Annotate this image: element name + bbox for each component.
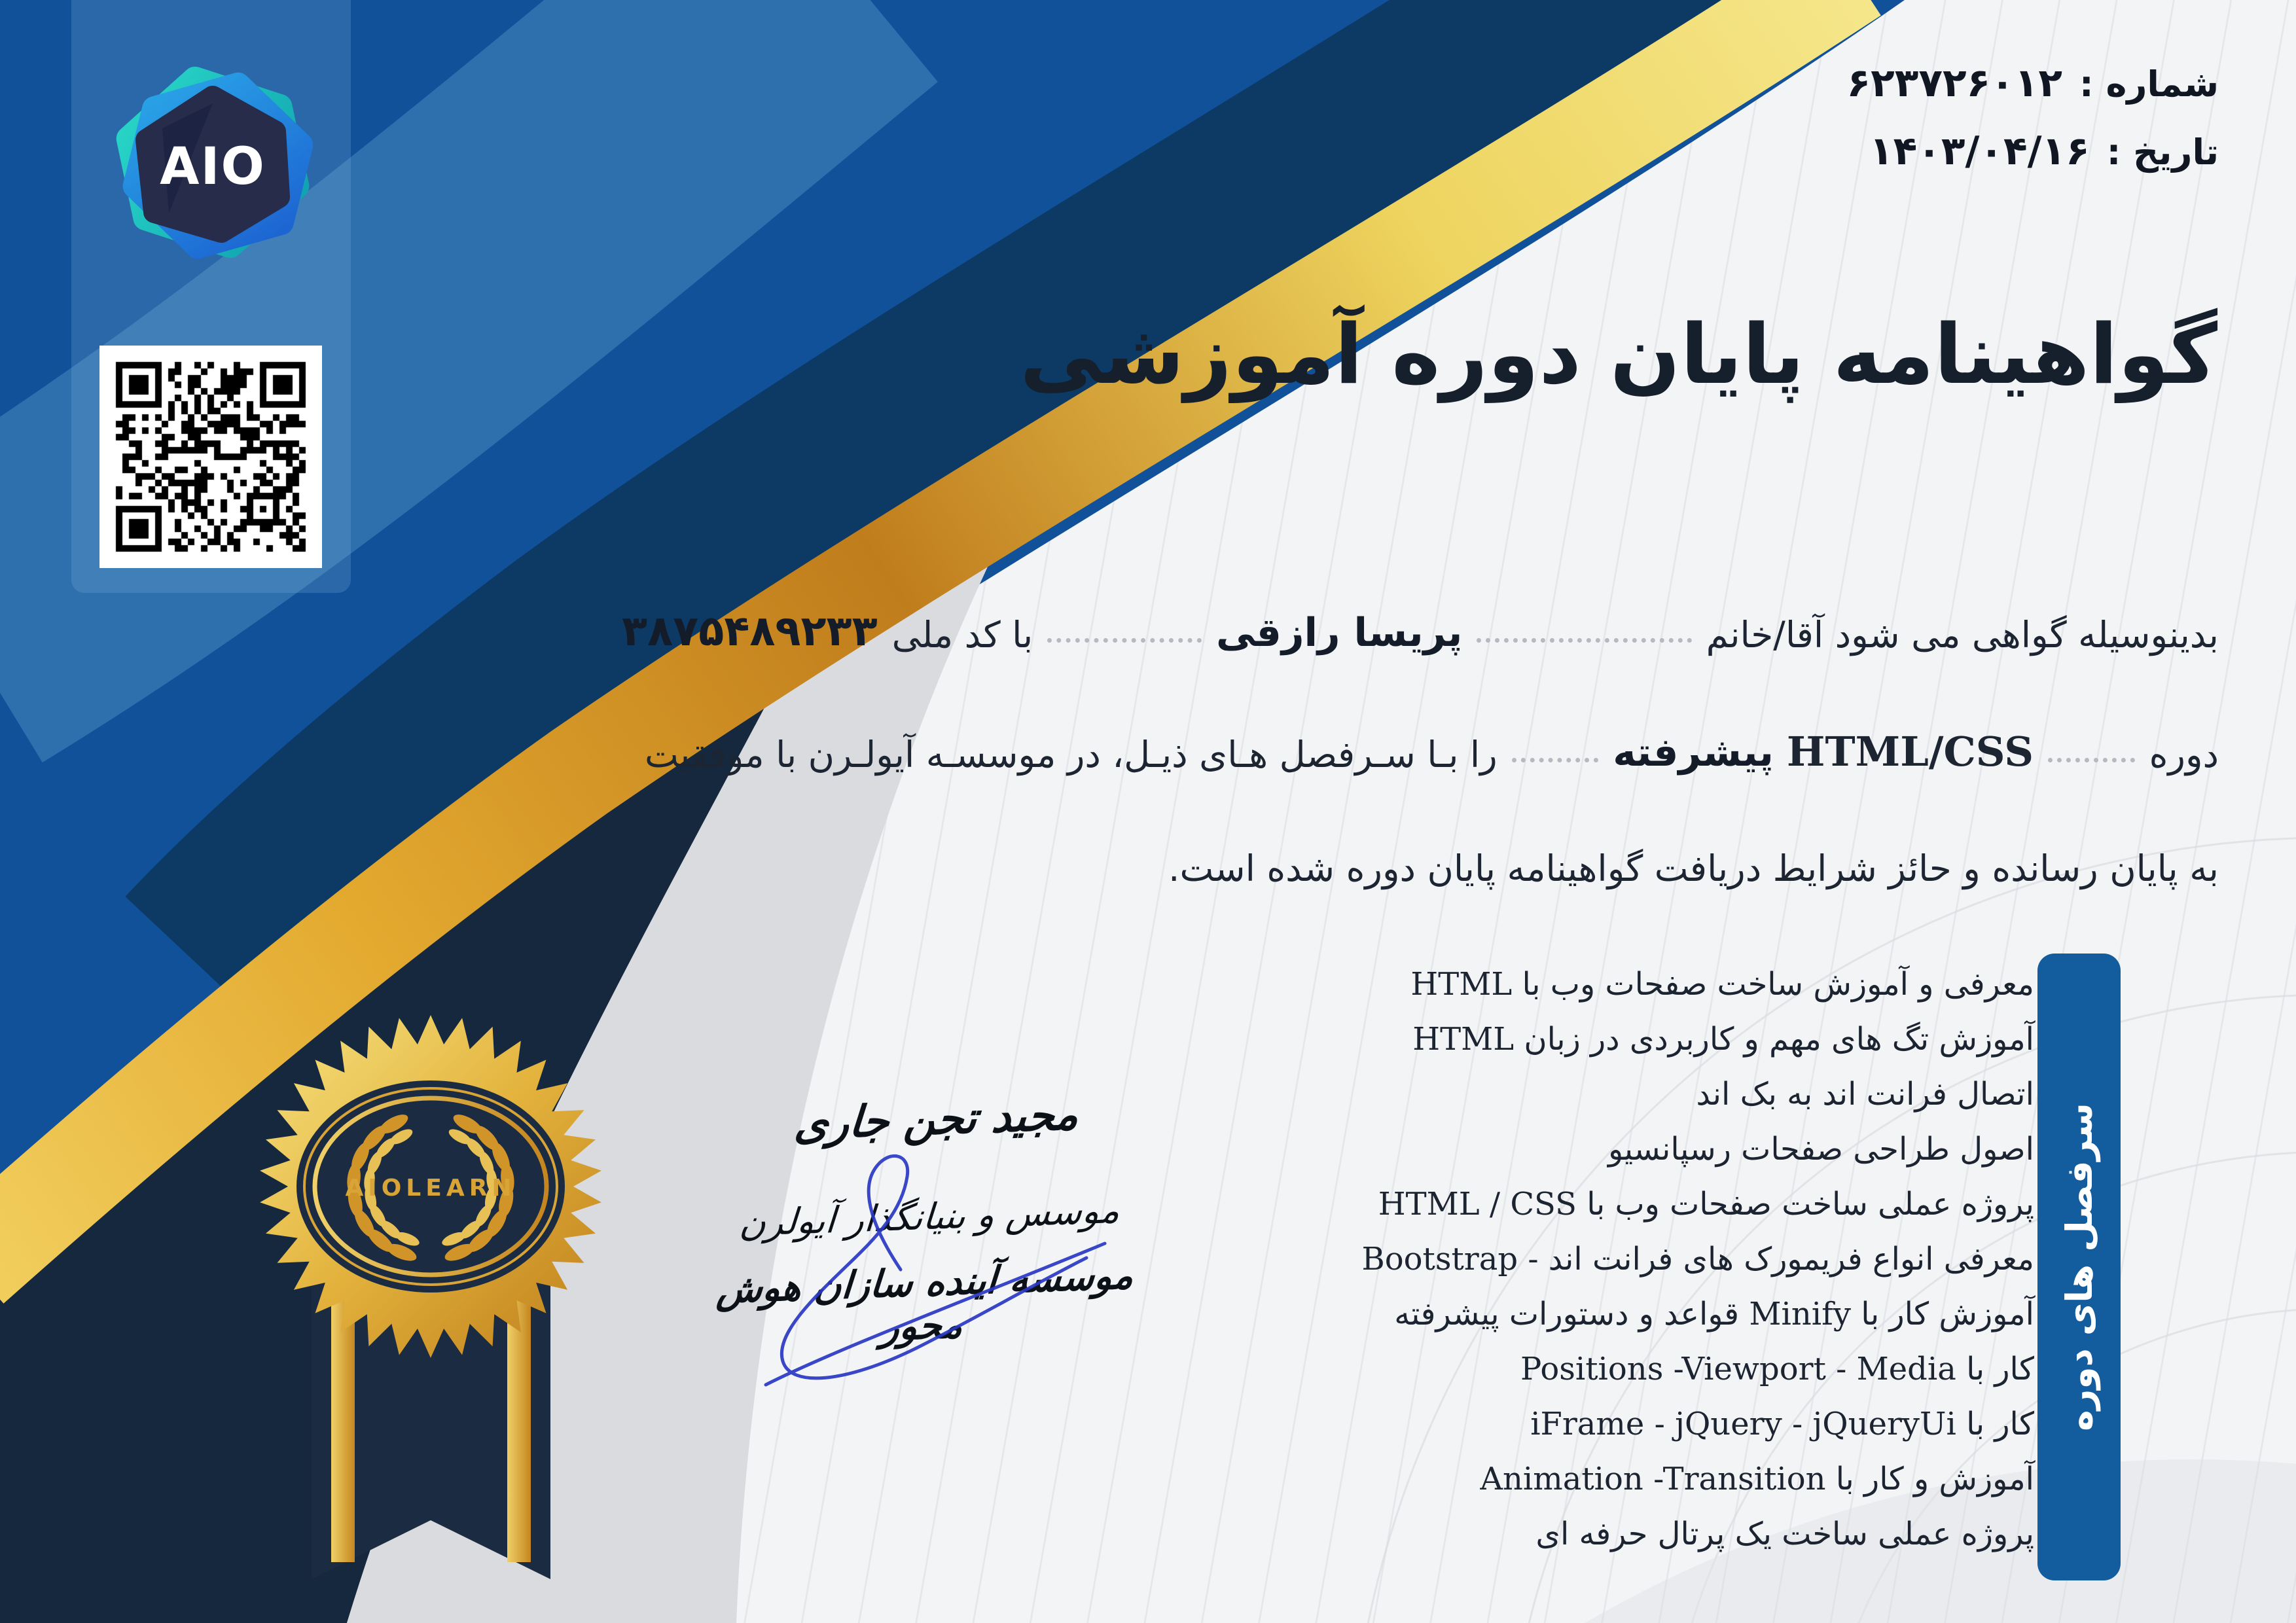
topic-item: آموزش کار با Minify قواعد و دستورات پیشرفته [1394,1296,2034,1332]
number-label: شماره : [2079,63,2219,105]
page-title: گواهینامه پایان دوره آموزشی [1020,306,2217,402]
topic-item: اتصال فرانت اند به بک اند [1696,1076,2034,1113]
topic-item: اصول طراحی صفحات رسپانسیو [1607,1131,2034,1168]
medal-ribbon [253,998,611,1590]
certificate-meta [1846,60,2219,196]
line2-prefix: دوره [2149,734,2219,776]
dotted-leader [2048,758,2135,762]
dotted-leader [1047,638,1202,643]
medal-text: AIOLEARN [345,1175,516,1202]
student-name: پریسا رازقی [1215,610,1463,656]
dotted-leader [1512,758,1599,762]
number-value: ۶۲۳۷۲۶۰۱۲ [1846,60,2063,106]
course-name-en: HTML/CSS [1786,728,2034,776]
certificate-number-row [1846,60,2219,106]
line2-suffix: را بـا سـرفصل هـای ذیـل، در موسسـه آیولـرن با موفقیت [645,734,1498,776]
topic-item: معرفی انواع فریمورک های فرانت اند - Bootstrap [1361,1241,2034,1277]
dotted-leader [1477,638,1691,643]
body-line-3: به پایان رسانده و حائز شرایط دریافت گواهینامه پایان دوره شده است. [1168,847,2219,889]
topic-item: آموزش تگ های مهم و کاربردی در زبان HTML [1412,1021,2034,1058]
topic-item: آموزش و کار با Animation -Transition [1480,1461,2034,1497]
qr-code [99,346,322,568]
signer-role-1: موسس و بنیانگذار آیولرن [738,1188,1122,1245]
topic-item: کار با iFrame - jQuery - jQueryUi [1530,1406,2034,1442]
line1-middle: با کد ملی [891,614,1033,656]
date-value: ۱۴۰۳/۰۴/۱۶ [1869,128,2090,174]
course-name-fa: پیشرفته [1613,730,1774,776]
aio-logo [103,63,322,281]
body-line-2 [645,728,2219,776]
handwritten-signature [720,1113,1152,1420]
line1-prefix: بدینوسیله گواهی می شود آقا/خانم [1706,614,2219,656]
topic-item: پروژه عملی ساخت یک پرتال حرفه ای [1535,1516,2034,1552]
topics-side-tab-label: سرفصل های دوره [2058,1103,2100,1431]
topic-item: پروژه عملی ساخت صفحات وب با HTML / CSS [1378,1186,2034,1222]
topic-item: کار با Positions -Viewport - Media [1520,1351,2034,1387]
logo-text: AIO [160,137,266,196]
date-label: تاریخ : [2106,132,2219,173]
signer-role-2: موسسه آینده سازان هوش محور [715,1254,1135,1349]
course-topics-list [1296,957,2034,1561]
topic-item: معرفی و آموزش ساخت صفحات وب با HTML [1410,966,2034,1003]
course-name [1613,728,2034,776]
topics-side-tab [2037,954,2121,1580]
certificate-date-row [1846,128,2219,174]
signer-name: مجید تجن جاری [793,1088,1081,1150]
body-line-1 [622,607,2219,656]
national-code: ۳۸۷۵۴۸۹۲۳۳ [622,607,878,656]
